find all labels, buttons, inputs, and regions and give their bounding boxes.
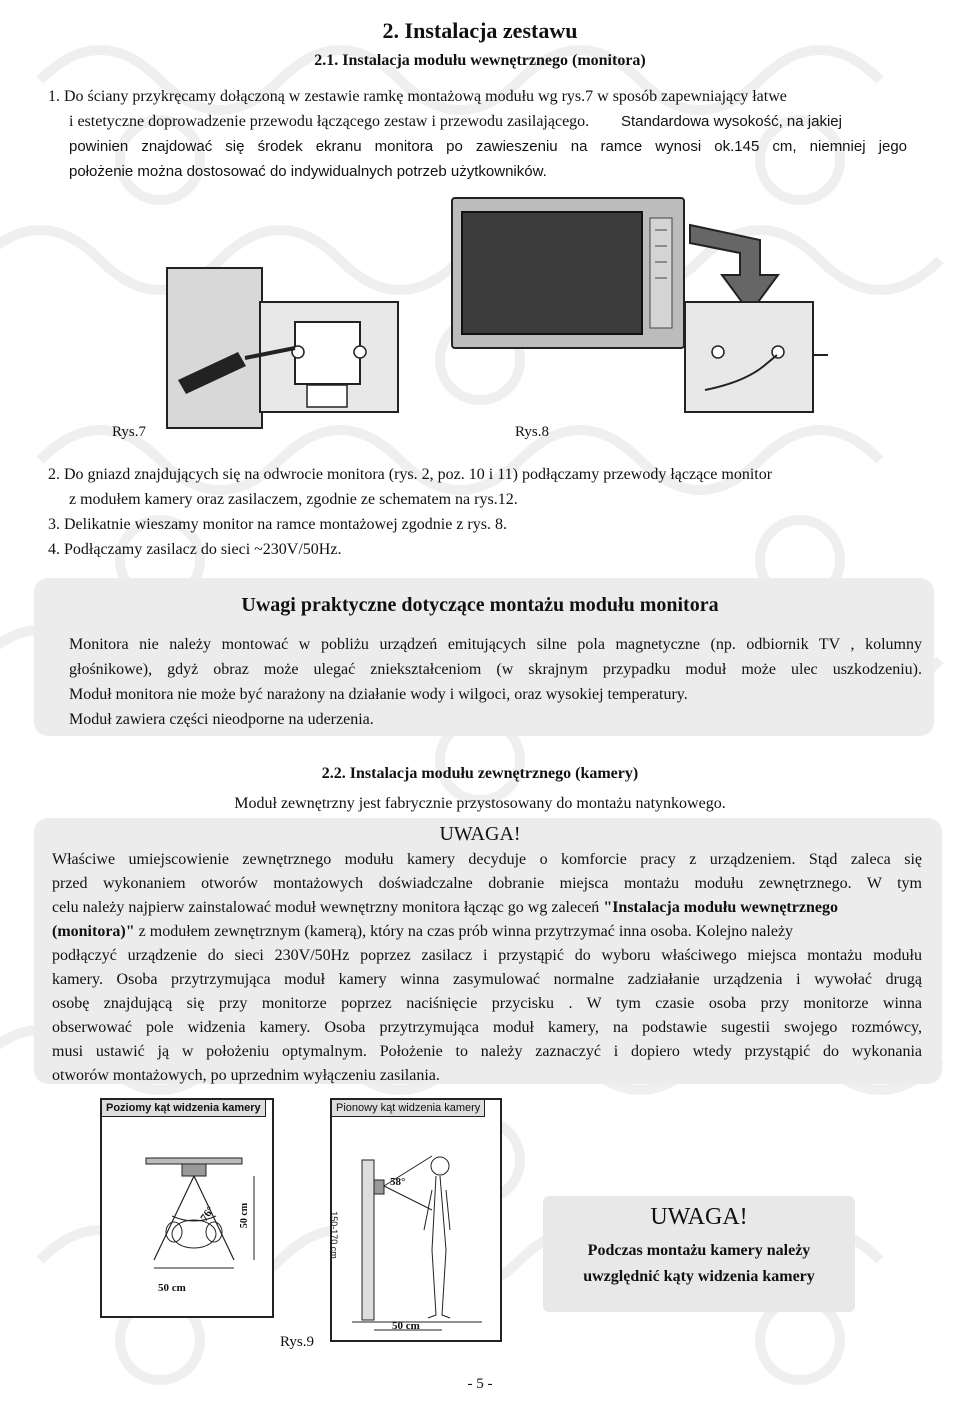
figure-9-caption: Rys.9 [280, 1334, 314, 1350]
vertical-diagram-drawing [332, 1100, 500, 1340]
vertical-diagram-title: Pionowy kąt widzenia kamery [332, 1100, 485, 1117]
warning-reference-bold: "Instalacja modułu wewnętrznego [603, 899, 838, 916]
warning-line-8: obserwować pole widzenia kamery. Osoba przytrzymująca moduł kamery, na podstawie sugestii swojego rozmówcy, [52, 1019, 922, 1036]
warning-line-4 [52, 919, 922, 944]
step-1-line-3: powinien znajdować się środek ekranu monitora po zawieszeniu na ramce wynosi ok.145 cm, niemniej jego [69, 138, 907, 155]
warning-line-2: przed wykonaniem otworów montażowych doświadczalne dobranie miejsca montażu modułu zewnętrznego. W tym [52, 875, 922, 892]
horizontal-horizontal-dimension: 50 cm [158, 1282, 186, 1294]
step-1-line-2b: Standardowa wysokość, na jakiej [621, 113, 842, 130]
figure-8-caption: Rys.8 [515, 424, 549, 440]
warning-title: UWAGA! [439, 823, 521, 845]
horizontal-diagram-title: Poziomy kąt widzenia kamery [102, 1100, 266, 1117]
page-number: - 5 - [467, 1376, 493, 1392]
warning-reference-bold-2: (monitora)" [52, 923, 135, 940]
horizontal-angle-diagram [100, 1098, 274, 1318]
monitor-mounting-illustration [160, 190, 840, 430]
step-2-line-1: 2. Do gniazd znajdujących się na odwrocie monitora (rys. 2, poz. 10 i 11) podłączamy przewody łączące monitor [48, 466, 773, 483]
note-1-line-2: głośnikowe), gdyż obraz może ulegać zniekształceniom (w skrajnym przypadku moduł może ulec uszkodzeniu). [69, 661, 922, 678]
vertical-height-dimension: 150-170 cm [328, 1211, 339, 1259]
horizontal-angle-label: 76° [198, 1204, 218, 1224]
note-2: Moduł monitora nie może być narażony na działanie wody i wilgoci, oraz wysokiej temperatury. [69, 686, 688, 703]
callout-line-1: Podczas montażu kamery należy [587, 1242, 811, 1259]
notes-title: Uwagi praktyczne dotyczące montażu modułu monitora [241, 594, 719, 616]
step-4: 4. Podłączamy zasilacz do sieci ~230V/50Hz. [48, 541, 342, 558]
step-1-line-1: 1. Do ściany przykręcamy dołączoną w zestawie ramkę montażową modułu wg rys.7 w sposób zapewniający łatwe [48, 88, 787, 105]
vertical-angle-diagram [330, 1098, 502, 1342]
warning-line-4-text: z modułem zewnętrznym (kamerą), który na czas prób winna przytrzymać inna osoba. Kolejno należy [134, 923, 794, 940]
callout-line-2: uwzględnić kąty widzenia kamery [583, 1268, 815, 1285]
subsection-2-2-heading: 2.2. Instalacja modułu zewnętrznego (kamery) [321, 765, 639, 782]
step-1-line-2: i estetyczne doprowadzenie przewodu łączącego zestaw i przewodu zasilającego. [69, 113, 590, 130]
warning-line-1: Właściwe umiejscowienie zewnętrznego modułu kamery decyduje o komforcie pracy z urządzeniem. Stąd zaleca się [52, 851, 922, 868]
subsection-2-2-text: Moduł zewnętrzny jest fabrycznie przystosowany do montażu natynkowego. [234, 795, 726, 812]
section-heading: 2. Instalacja zestawu [382, 18, 578, 43]
figure-7-caption: Rys.7 [112, 424, 146, 440]
warning-line-3 [52, 895, 922, 920]
vertical-angle-label: 58° [390, 1176, 406, 1188]
subsection-2-1-heading: 2.1. Instalacja modułu wewnętrznego (monitora) [314, 52, 646, 69]
step-2-line-2: z modułem kamery oraz zasilaczem, zgodnie ze schematem na rys.12. [69, 491, 518, 508]
step-1-line-4: położenie można dostosować do indywidualnych potrzeb użytkowników. [69, 163, 547, 180]
warning-line-9: musi ustawić ją w położeniu optymalnym. Położenie to należy zaznaczyć i dopiero wtedy przystąpić do wykonania [52, 1043, 922, 1060]
warning-line-3-text: celu należy najpierw zainstalować moduł wewnętrzny monitora łącząc go wg zaleceń [52, 899, 604, 916]
warning-line-6: kamery. Osoba przytrzymująca moduł kamery winna zasymulować normalne zadziałanie urządzenia i wywołać drugą [52, 971, 922, 988]
note-1-line-1: Monitora nie należy montować w pobliżu urządzeń emitujących silne pola magnetyczne (np. odbiornik TV , kolumny [69, 636, 922, 653]
warning-line-7: osobę znajdującą się przy monitorze poprzez naciśnięcie przycisku . W tym czasie osoba przy monitorze winna [52, 995, 922, 1012]
note-3: Moduł zawiera części nieodporne na uderzenia. [69, 711, 374, 728]
horizontal-vertical-dimension: 50 cm [239, 1202, 251, 1229]
callout-title: UWAGA! [650, 1204, 748, 1230]
step-3: 3. Delikatnie wieszamy monitor na ramce montażowej zgodnie z rys. 8. [48, 516, 507, 533]
warning-line-5: podłączyć urządzenie do sieci 230V/50Hz poprzez zasilacz i przystąpić do wyboru właściwego miejsca montażu modułu [52, 947, 922, 964]
warning-line-10: otworów montażowych, po uprzednim wyłączeniu zasilania. [52, 1067, 440, 1084]
vertical-horizontal-dimension: 50 cm [392, 1320, 420, 1332]
